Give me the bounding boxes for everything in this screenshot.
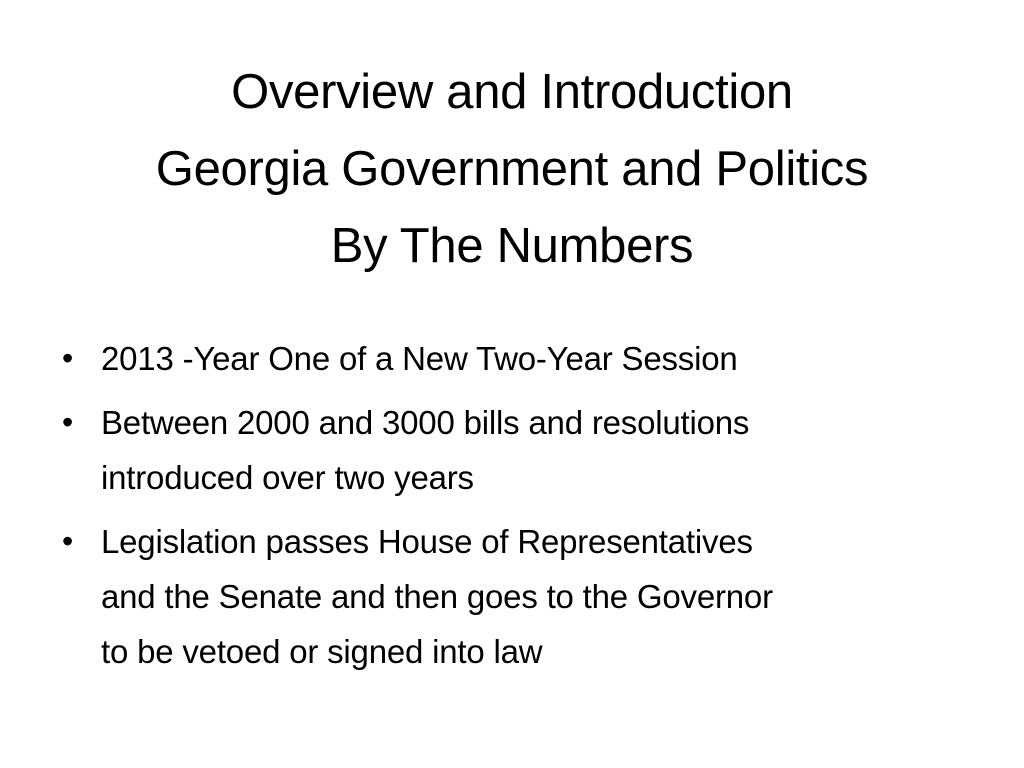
- bullet-icon: •: [62, 340, 74, 376]
- title-line: By The Numbers: [330, 219, 694, 273]
- bullet-list: [60, 331, 980, 688]
- title-line: Overview and Introduction: [231, 65, 793, 119]
- bullet-icon: •: [62, 523, 74, 559]
- bullet-text: Legislation passes House of Representatives: [101, 523, 753, 560]
- bullet-item: [60, 331, 980, 386]
- bullet-text: to be vetoed or signed into law: [101, 633, 543, 670]
- bullet-item: [60, 514, 980, 679]
- bullet-text: Between 2000 and 3000 bills and resolutions: [101, 404, 750, 441]
- bullet-text: introduced over two years: [101, 459, 474, 496]
- bullet-icon: •: [62, 404, 74, 440]
- bullet-text: 2013 -Year One of a New Two-Year Session: [101, 340, 738, 377]
- bullet-text: and the Senate and then goes to the Governor: [101, 578, 773, 615]
- bullet-item: [60, 395, 980, 505]
- slide-title: [40, 54, 984, 285]
- title-line: Georgia Government and Politics: [155, 142, 869, 196]
